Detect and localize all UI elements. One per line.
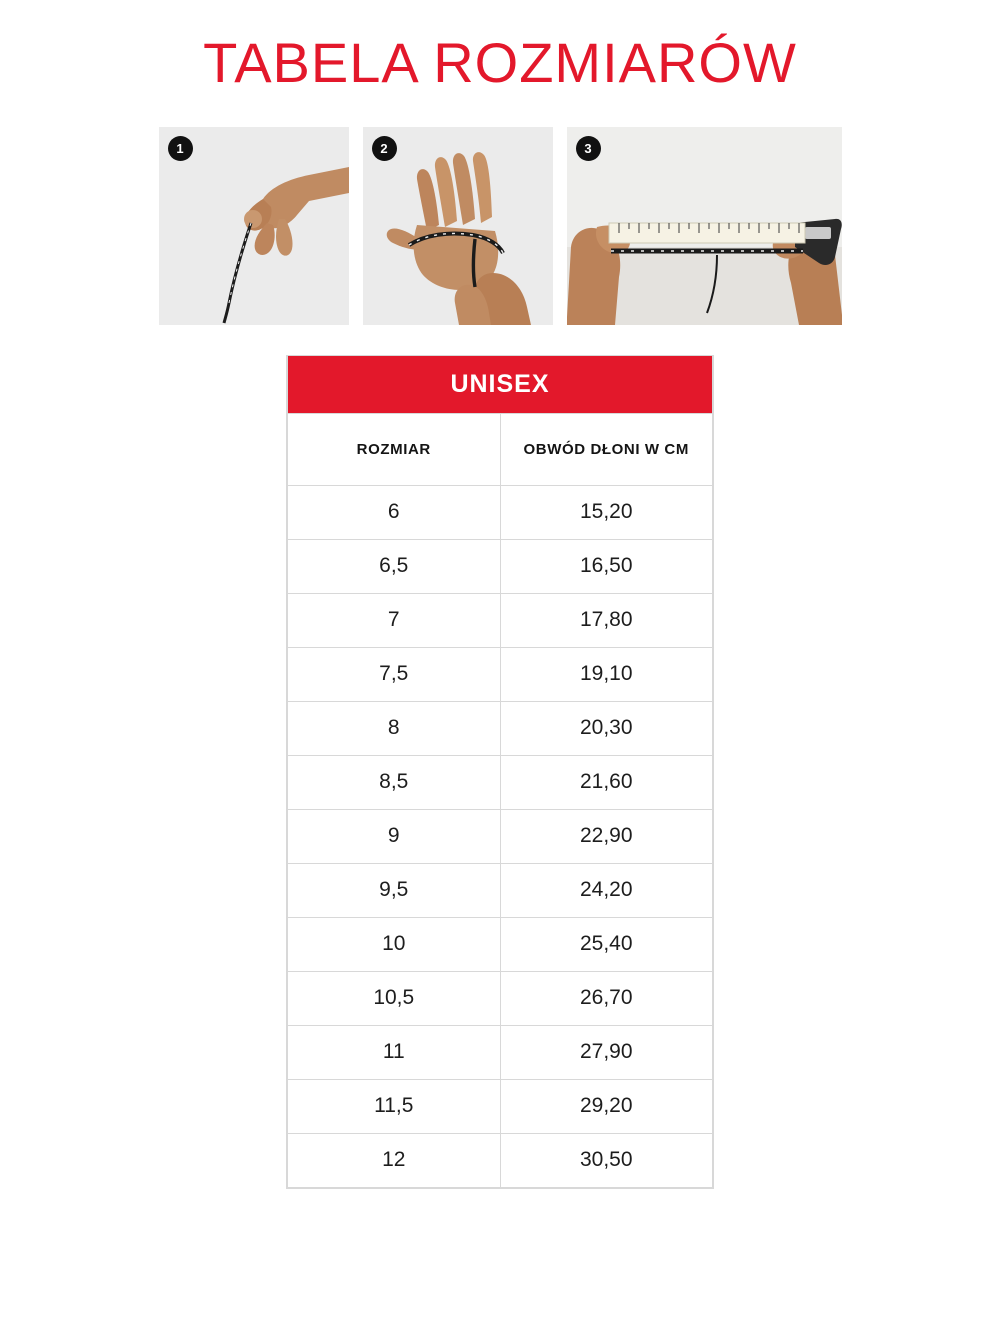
table-row bbox=[288, 701, 713, 755]
step-badge-1: 1 bbox=[168, 136, 193, 161]
table-row bbox=[288, 917, 713, 971]
cell-size: 8 bbox=[288, 701, 501, 755]
cell-size: 7,5 bbox=[288, 647, 501, 701]
cell-circumference: 26,70 bbox=[500, 971, 713, 1025]
table-row bbox=[288, 593, 713, 647]
page-title: TABELA ROZMIARÓW bbox=[203, 31, 797, 94]
step-photo-1 bbox=[159, 127, 349, 325]
step-badge-2: 2 bbox=[372, 136, 397, 161]
cell-size: 12 bbox=[288, 1133, 501, 1187]
cell-circumference: 17,80 bbox=[500, 593, 713, 647]
table-header-row bbox=[288, 413, 713, 485]
cell-circumference: 19,10 bbox=[500, 647, 713, 701]
cell-size: 6 bbox=[288, 485, 501, 539]
table-row bbox=[288, 539, 713, 593]
measurement-steps bbox=[0, 127, 1000, 325]
tape-measure-illustration bbox=[567, 127, 842, 325]
cell-circumference: 25,40 bbox=[500, 917, 713, 971]
table-row bbox=[288, 863, 713, 917]
cell-size: 9 bbox=[288, 809, 501, 863]
cell-circumference: 20,30 bbox=[500, 701, 713, 755]
cell-size: 7 bbox=[288, 593, 501, 647]
table-row bbox=[288, 1133, 713, 1187]
step-badge-3: 3 bbox=[576, 136, 601, 161]
cell-size: 9,5 bbox=[288, 863, 501, 917]
table-title-row bbox=[288, 355, 713, 413]
column-header-circumference: OBWÓD DŁONI W CM bbox=[500, 413, 713, 485]
cell-circumference: 24,20 bbox=[500, 863, 713, 917]
cell-size: 10 bbox=[288, 917, 501, 971]
size-chart-page bbox=[0, 31, 1000, 1334]
size-table bbox=[287, 355, 713, 1188]
cell-size: 6,5 bbox=[288, 539, 501, 593]
table-row bbox=[288, 1025, 713, 1079]
table-row bbox=[288, 1079, 713, 1133]
cell-size: 10,5 bbox=[288, 971, 501, 1025]
table-row bbox=[288, 755, 713, 809]
cell-circumference: 30,50 bbox=[500, 1133, 713, 1187]
cell-size: 8,5 bbox=[288, 755, 501, 809]
cell-size: 11 bbox=[288, 1025, 501, 1079]
cell-circumference: 16,50 bbox=[500, 539, 713, 593]
cell-circumference: 27,90 bbox=[500, 1025, 713, 1079]
table-title: UNISEX bbox=[288, 355, 713, 413]
step-photo-3 bbox=[567, 127, 842, 325]
column-header-size: ROZMIAR bbox=[288, 413, 501, 485]
table-row bbox=[288, 971, 713, 1025]
table-row bbox=[288, 647, 713, 701]
cell-circumference: 29,20 bbox=[500, 1079, 713, 1133]
step-photo-2 bbox=[363, 127, 553, 325]
table-row bbox=[288, 809, 713, 863]
size-table-wrapper bbox=[286, 355, 714, 1189]
cell-circumference: 15,20 bbox=[500, 485, 713, 539]
cell-circumference: 22,90 bbox=[500, 809, 713, 863]
table-row bbox=[288, 485, 713, 539]
cell-size: 11,5 bbox=[288, 1079, 501, 1133]
cell-circumference: 21,60 bbox=[500, 755, 713, 809]
